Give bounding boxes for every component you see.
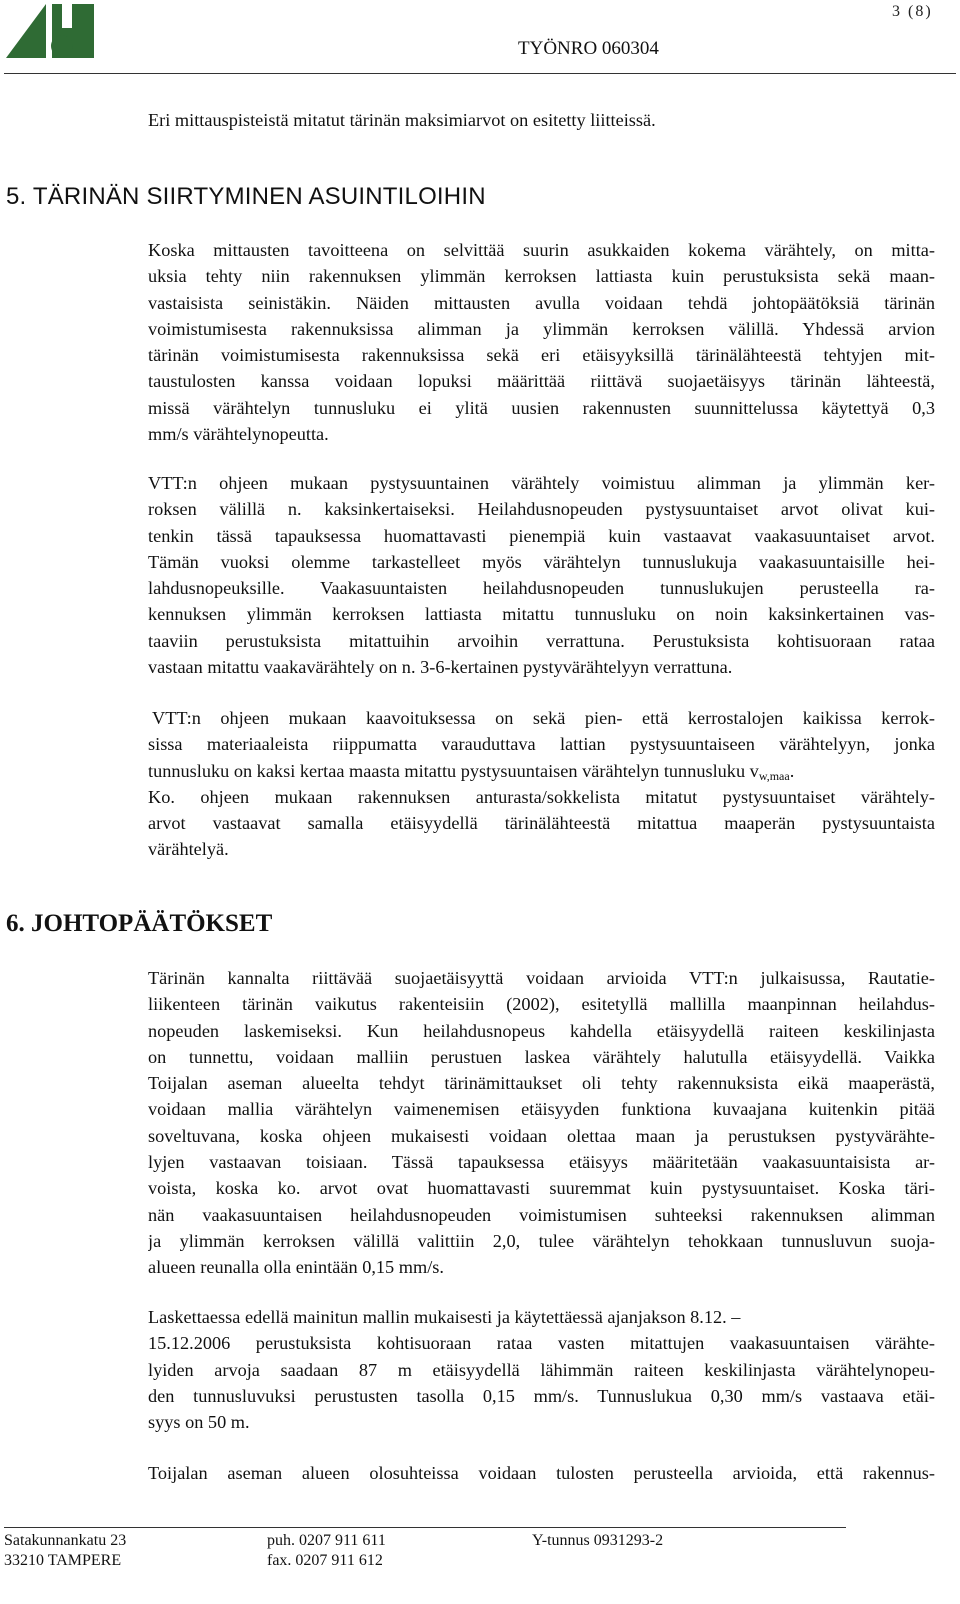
- company-logo: [6, 2, 94, 58]
- paragraph-line: voista, koska ko. arvot ovat huomattavasti suuremmat kuin pystysuuntaiset. Koska täri-: [148, 1178, 935, 1199]
- paragraph-line: Ko. ohjeen mukaan rakennuksen anturasta/sokkelista mitatut pystysuuntaiset värähtely-: [148, 786, 935, 807]
- paragraph-line: tenkin tässä tapauksessa huomattavasti pienempiä kuin vastaavat vaakasuuntaiset arvot.: [148, 525, 935, 546]
- footer-street: Satakunnankatu 23: [4, 1532, 127, 1549]
- paragraph-line: uksia tehty niin rakennuksen ylimmän kerroksen lattiasta kuin perustuksista sekä maan-: [148, 266, 935, 287]
- paragraph-line: Koska mittausten tavoitteena on selvittää suurin asukkaiden kokema värähtely, on mitta-: [148, 240, 935, 260]
- section-5-heading: 5. TÄRINÄN SIIRTYMINEN ASUINTILOIHIN: [6, 183, 486, 210]
- section-5-paragraph-1: [148, 237, 935, 447]
- line-text: tunnusluku on kaksi kertaa maasta mitattu pystysuuntaisen värähtelyn tunnusluku v: [148, 760, 759, 781]
- paragraph-line: sissa materiaaleista riippumatta varauduttava lattian pystysuuntaiseen värähtelyyn, jonka: [148, 734, 935, 755]
- footer-fax: fax. 0207 911 612: [267, 1552, 383, 1569]
- paragraph-line: Toijalan aseman alueelta tehdyt tärinämittaukset oli tehty rakennuksista eikä maaperästä,: [148, 1073, 935, 1094]
- footer-phone: puh. 0207 911 611: [267, 1532, 386, 1549]
- paragraph-line: taustulosten kanssa voidaan lopuksi määrittää riittävä suojaetäisyys tärinän lähteestä,: [148, 371, 935, 392]
- paragraph-line: kennuksen ylimmän kerroksen lattiasta mitattu tunnusluku on noin kaksinkertainen vas-: [148, 604, 935, 625]
- page-number: 3 (8): [892, 3, 933, 20]
- section-6-paragraph-2: [148, 1304, 935, 1435]
- paragraph-line: lyiden arvoja saadaan 87 m etäisyydellä lähimmän raiteen keskilinjasta värähtelynopeu-: [148, 1359, 935, 1380]
- footer-divider: [4, 1527, 846, 1528]
- paragraph-line: [148, 758, 935, 784]
- paragraph-line: Eri mittauspisteistä mitatut tärinän maksimiarvot on esitetty liitteissä.: [148, 110, 656, 130]
- section-5-paragraph-2: [148, 470, 935, 680]
- section-6-paragraph-1: [148, 965, 935, 1281]
- paragraph-line: liikenteen tärinän vaikutus rakenteisiin (2002), esitetyllä mallilla maanpinnan heilahdus-: [148, 994, 935, 1015]
- paragraph-line: roksen välillä n. kaksinkertaiseksi. Heilahdusnopeuden pystysuuntaiset arvot olivat kui-: [148, 499, 935, 520]
- section-5-paragraph-3: [148, 705, 935, 863]
- section-6-paragraph-3: [148, 1460, 935, 1486]
- paragraph-line: lyjen vastaavan toisiaan. Tässä tapauksessa etäisyys määritetään vaakasuuntaisista ar-: [148, 1152, 935, 1173]
- section-6-heading: 6. JOHTOPÄÄTÖKSET: [6, 910, 273, 937]
- paragraph-line: 15.12.2006 perustuksista kohtisuoraan rataa vasten mitattujen vaakasuuntaisen värähte-: [148, 1333, 935, 1354]
- paragraph-line: tärinän voimistumisesta rakennuksissa sekä eri etäisyyksillä tärinälähteestä tehtyjen mit-: [148, 345, 935, 366]
- paragraph-line: Tärinän kannalta riittävää suojaetäisyyttä voidaan arvioida VTT:n julkaisussa, Rautatie-: [148, 968, 935, 988]
- paragraph-line: syys on 50 m.: [148, 1412, 250, 1433]
- paragraph-line: voimistumisesta rakennuksissa alimman ja ylimmän kerroksen välillä. Yhdessä arvion: [148, 318, 935, 339]
- paragraph-line: Tämän vuoksi olemme tarkastelleet myös värähtelyn tunnuslukuja vaakasuuntaisille hei-: [148, 551, 935, 572]
- paragraph-line: nän vaakasuuntaisen heilahdusnopeuden voimistumisen suhteeksi rakennuksen alimman: [148, 1204, 935, 1225]
- paragraph-line: taaviin perustuksista mitattuihin arvoihin verrattuna. Perustuksista kohtisuoraan rataa: [148, 630, 935, 651]
- paragraph-line: den tunnusluvuksi perustusten tasolla 0,15 mm/s. Tunnuslukua 0,30 mm/s vastaava etäi-: [148, 1385, 935, 1406]
- paragraph-line: Toijalan aseman alueen olosuhteissa voidaan tulosten perusteella arvioida, että rakennus-: [148, 1463, 935, 1483]
- line-end: .: [789, 760, 795, 781]
- paragraph-line: vastaan mitattu vaakavärähtely on n. 3-6-kertainen pystyvärähtelyyn verrattuna.: [148, 657, 733, 678]
- paragraph-line: soveltuvana, koska ohjeen mukaisesti voidaan olettaa maan ja perustuksen pystyvärähte-: [148, 1125, 935, 1146]
- intro-paragraph: [148, 107, 935, 133]
- paragraph-line: on tunnettu, voidaan malliin perustuen laskea värähtely halutulla etäisyydellä. Vaikka: [148, 1046, 935, 1067]
- subscript-w-maa: w,maa: [758, 768, 790, 783]
- paragraph-line: voidaan mallia värähtelyn vaimenemisen etäisyyden funktiona kuvaajana kuitenkin pitää: [148, 1099, 935, 1120]
- paragraph-line: arvot vastaavat samalla etäisyydellä tärinälähteestä mitattua maaperän pystysuuntaista: [148, 813, 935, 834]
- paragraph-line: VTT:n ohjeen mukaan pystysuuntainen värähtely voimistuu alimman ja ylimmän ker-: [148, 473, 935, 493]
- header-divider: [4, 73, 956, 74]
- paragraph-line: missä värähtelyn tunnusluku ei ylitä uusien rakennusten suunnittelussa käytettyä 0,3: [148, 397, 935, 418]
- paragraph-line: Laskettaessa edellä mainitun mallin mukaisesti ja käytettäessä ajanjakson 8.12. –: [148, 1307, 741, 1327]
- footer-city: 33210 TAMPERE: [4, 1552, 122, 1569]
- paragraph-line: mm/s värähtelynopeutta.: [148, 424, 329, 445]
- footer-business-id: Y-tunnus 0931293-2: [532, 1532, 664, 1549]
- paragraph-line: värähtelyä.: [148, 839, 229, 860]
- paragraph-line: VTT:n ohjeen mukaan kaavoituksessa on sekä pien- että kerrostalojen kaikissa kerrok-: [152, 708, 935, 728]
- job-number: TYÖNRO 060304: [518, 38, 659, 59]
- paragraph-line: alueen reunalla olla enintään 0,15 mm/s.: [148, 1257, 444, 1278]
- paragraph-line: lahdusnopeuksille. Vaakasuuntaisten heilahdusnopeuden tunnuslukujen perusteella ra-: [148, 578, 935, 599]
- paragraph-line: vastaisista seinistäkin. Näiden mittausten avulla voidaan tehdä johtopäätöksiä tärinän: [148, 292, 935, 313]
- paragraph-line: ja ylimmän kerroksen välillä valittiin 2,0, tulee värähtelyn tehokkaan tunnusluvun suoja-: [148, 1230, 935, 1251]
- paragraph-line: nopeuden laskemiseksi. Kun heilahdusnopeus kahdella etäisyydellä raiteen keskilinjasta: [148, 1020, 935, 1041]
